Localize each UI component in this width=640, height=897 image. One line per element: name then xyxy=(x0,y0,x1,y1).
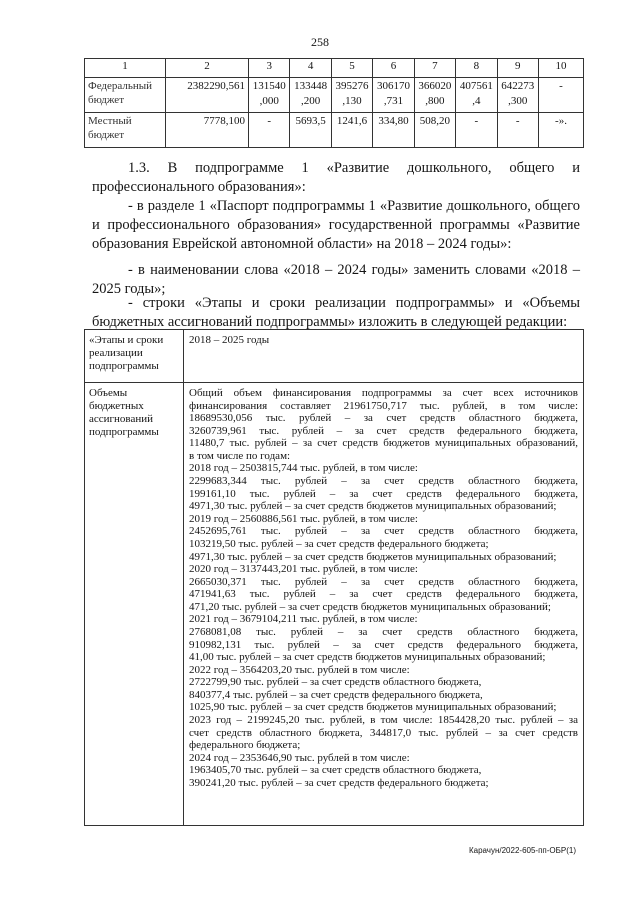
table-cell: 5693,5 xyxy=(290,113,331,148)
table-row-federal xyxy=(85,78,584,113)
funding-line: 3260739,961 тыс. рублей – за счет средств федерального бюджета, xyxy=(189,424,578,437)
table-cell: -». xyxy=(539,113,584,148)
funding-line: 18689530,056 тыс. рублей – за счет средств областного бюджета, xyxy=(189,412,578,425)
row-label-stages: «Этапы и сроки реализации подпрограммы xyxy=(85,330,184,383)
page-number: 258 xyxy=(311,35,329,49)
table-cell: 366020 ,800 xyxy=(414,78,455,113)
funding-line: 4971,30 тыс. рублей – за счет средств бюджетов муниципальных образований; xyxy=(189,550,557,563)
funding-line: финансирования составляет 21961750,717 тыс. рублей, в том числе: xyxy=(189,399,578,412)
column-header: 3 xyxy=(249,59,290,78)
table-cell: 2382290,561 xyxy=(166,78,249,113)
table-cell: - xyxy=(497,113,538,148)
funding-line: 103219,50 тыс. рублей – за счет средств федерального бюджета; xyxy=(189,537,489,550)
funding-line: 2452695,761 тыс. рублей – за счет средств областного бюджета, xyxy=(189,525,578,538)
column-header: 9 xyxy=(497,59,538,78)
funding-line: 2018 год – 2503815,744 тыс. рублей, в том числе: xyxy=(189,462,418,475)
paragraph-section-passport: - в разделе 1 «Паспорт подпрограммы 1 «Развитие дошкольного, общего и профессионального образования» государственной программы «Развитие образования Еврейской автономной области» на 2018 – 2024 годы»: xyxy=(92,198,580,252)
funding-line: 2024 год – 2353646,90 тыс. рублей в том числе: xyxy=(189,751,410,764)
funding-line: 2019 год – 2560886,561 тыс. рублей, в том числе: xyxy=(189,512,418,525)
funding-line: 2665030,371 тыс. рублей – за счет средств областного бюджета, xyxy=(189,575,578,588)
table-cell: 306170 ,731 xyxy=(373,78,414,113)
column-header: 5 xyxy=(331,59,372,78)
paragraph-replace-rows: - строки «Этапы и сроки реализации подпрограммы» и «Объемы бюджетных ассигнований подпрограммы» изложить в следующей редакции: xyxy=(92,295,580,330)
table-cell: 131540 ,000 xyxy=(249,78,290,113)
funding-line: 390241,20 тыс. рублей – за счет средств федерального бюджета; xyxy=(189,776,489,789)
column-header: 7 xyxy=(414,59,455,78)
table-cell: 508,20 xyxy=(414,113,455,148)
funding-line: 11480,7 тыс. рублей – за счет средств бюджетов муниципальных образований, xyxy=(189,437,578,450)
funding-line: 471,20 тыс. рублей – за счет средств бюджетов муниципальных образований; xyxy=(189,600,551,613)
table-row-funding xyxy=(85,383,584,826)
table-cell: - xyxy=(249,113,290,148)
funding-line: 1025,90 тыс. рублей – за счет средств бюджетов муниципальных образований; xyxy=(189,701,557,714)
funding-line: 2768081,08 тыс. рублей – за счет средств областного бюджета, xyxy=(189,625,578,638)
funding-line: 199161,10 тыс. рублей – за счет средств федерального бюджета, xyxy=(189,487,578,500)
table-cell: 133448 ,200 xyxy=(290,78,331,113)
column-header: 8 xyxy=(456,59,497,78)
funding-line: в том числе по годам: xyxy=(189,449,291,462)
funding-line: 910982,131 тыс. рублей – за счет средств федерального бюджета, xyxy=(189,638,578,651)
funding-line: счет средств областного бюджета, 344817,0 тыс. рублей – за счет средств xyxy=(189,726,578,739)
row-label: Федеральный бюджет xyxy=(85,78,166,113)
column-header: 1 xyxy=(85,59,166,78)
funding-line: 471941,63 тыс. рублей – за счет средств федерального бюджета, xyxy=(189,588,578,601)
funding-line: 2022 год – 3564203,20 тыс. рублей в том числе: xyxy=(189,663,410,676)
table-row-stages xyxy=(85,330,584,383)
funding-line: 2021 год – 3679104,211 тыс. рублей, в том числе: xyxy=(189,613,418,626)
table-cell: - xyxy=(456,113,497,148)
row-value-stages: 2018 – 2025 годы xyxy=(184,330,584,383)
column-header: 10 xyxy=(539,59,584,78)
paragraph-subprogram-heading: 1.3. В подпрограмме 1 «Развитие дошкольного, общего и профессионального образования»: xyxy=(92,160,580,195)
funding-line: федерального бюджета; xyxy=(189,739,301,752)
row-value-funding xyxy=(184,383,584,826)
paragraph-rename-years: - в наименовании слова «2018 – 2024 годы» заменить словами «2018 – 2025 годы»; xyxy=(92,262,580,297)
funding-line: 2722799,90 тыс. рублей – за счет средств областного бюджета, xyxy=(189,676,482,689)
table-cell: 395276 ,130 xyxy=(331,78,372,113)
subprogram-passport-table xyxy=(84,329,584,826)
funding-line: 41,00 тыс. рублей – за счет средств бюджетов муниципальных образований; xyxy=(189,651,546,664)
document-code: Карачун/2022-605-пп-ОБР(1) xyxy=(468,846,576,855)
funding-line: 2299683,344 тыс. рублей – за счет средств областного бюджета, xyxy=(189,475,578,488)
column-header: 2 xyxy=(166,59,249,78)
column-header: 6 xyxy=(373,59,414,78)
column-header: 4 xyxy=(290,59,331,78)
row-label: Местный бюджет xyxy=(85,113,166,148)
table-cell: 7778,100 xyxy=(166,113,249,148)
funding-line: 2020 год – 3137443,201 тыс. рублей, в том числе: xyxy=(189,563,418,576)
funding-line: 840377,4 тыс. рублей – за счет средств федерального бюджета, xyxy=(189,688,483,701)
table-cell: 1241,6 xyxy=(331,113,372,148)
table-cell: 334,80 xyxy=(373,113,414,148)
budget-summary-table xyxy=(84,58,584,148)
funding-line: 4971,30 тыс. рублей – за счет средств бюджетов муниципальных образований; xyxy=(189,500,557,513)
table-cell: 642273 ,300 xyxy=(497,78,538,113)
row-label-funding: Объемы бюджетных ассигнований подпрограммы xyxy=(85,383,184,826)
table-row-local xyxy=(85,113,584,148)
table-cell: - xyxy=(539,78,584,113)
funding-line: 2023 год – 2199245,20 тыс. рублей, в том числе: 1854428,20 тыс. рублей – за xyxy=(189,714,578,727)
table-header-row xyxy=(85,59,584,78)
funding-line: Общий объем финансирования подпрограммы за счет всех источников xyxy=(189,387,578,399)
table-cell: 407561 ,4 xyxy=(456,78,497,113)
funding-line: 1963405,70 тыс. рублей – за счет средств областного бюджета, xyxy=(189,764,482,777)
